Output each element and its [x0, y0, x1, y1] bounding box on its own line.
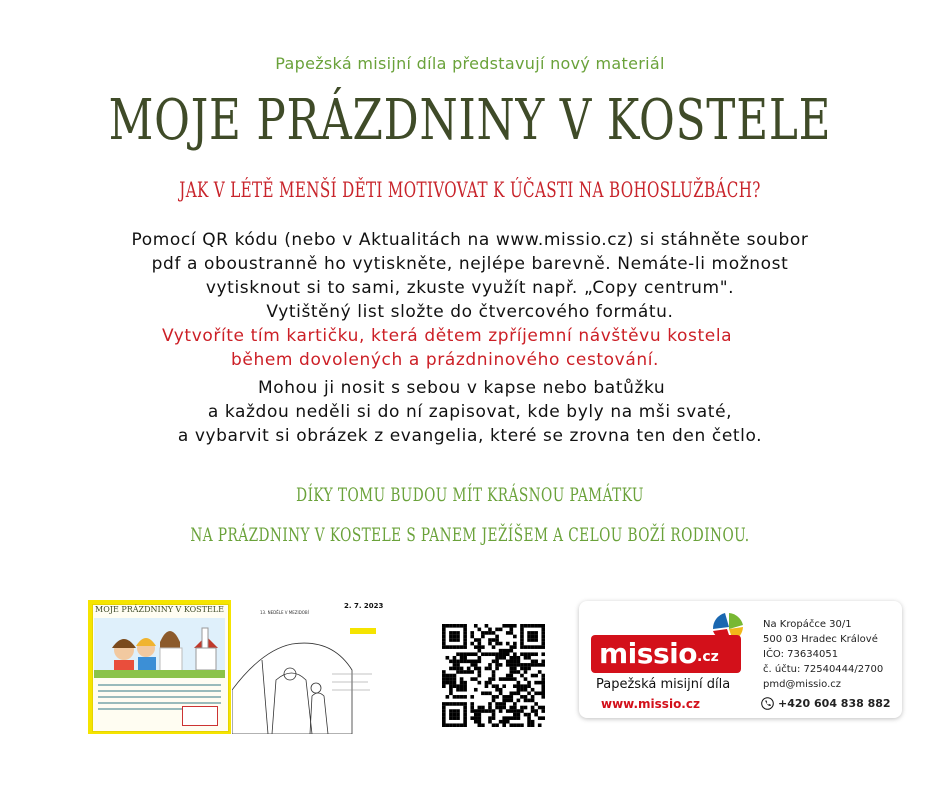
closing-line-2: NA PRÁZDNINY V KOSTELE S PANEM JEŽÍŠEM A CELOU BOŽÍ RODINOU.: [190, 524, 750, 546]
logo-suffix: .cz: [697, 649, 719, 665]
leaflet-front-image: [88, 600, 231, 734]
ico-number: IČO: 73634051: [763, 649, 839, 660]
missio-logo: [591, 635, 741, 673]
body-line-4: Vytištěný list složte do čtvercového formátu.: [266, 302, 674, 322]
body-line-3: vytisknout si to sami, zkuste využít např. „Copy centrum".: [205, 278, 735, 298]
leaflet-title: MOJE PRÁZDNINY V KOSTELE: [95, 605, 224, 614]
body-red-line-2: během dovolených a prázdninového cestování.: [231, 350, 660, 370]
qr-code[interactable]: [442, 624, 545, 727]
body-line-7: a vybarvit si obrázek z evangelia, které se zrovna ten den četlo.: [177, 426, 763, 446]
bank-account: č. účtu: 72540444/2700: [763, 664, 884, 675]
leaflet-date-note: 13. NEDĚLE V MEZIDOBÍ: [260, 610, 309, 615]
body-line-2: pdf a oboustranně ho vytiskněte, nejlépe barevně. Nemáte-li možnost: [151, 254, 789, 274]
phone-icon: [761, 697, 774, 710]
coloring-illustration: [232, 630, 382, 734]
logo-text: missio: [599, 637, 697, 670]
page-title: MOJE PRÁZDNINY V KOSTELE: [108, 88, 832, 153]
body-line-1: Pomocí QR kódu (nebo v Aktualitách na www.missio.cz) si stáhněte soubor: [131, 230, 809, 250]
org-name: Papežská misijní díla: [596, 677, 731, 692]
email-link[interactable]: pmd@missio.cz: [763, 679, 842, 690]
body-line-6: a každou neděli si do ní zapisovat, kde byly na mši svaté,: [207, 402, 733, 422]
address-line-1: Na Kropáčce 30/1: [763, 619, 852, 630]
body-red-line-1: Vytvoříte tím kartičku, která dětem zpříjemní návštěvu kostela: [162, 326, 733, 346]
contact-card: [579, 601, 902, 718]
website-link[interactable]: www.missio.cz: [601, 697, 700, 711]
leaflet-date: 2. 7. 2023: [344, 602, 384, 610]
question-heading: JAK V LÉTĚ MENŠÍ DĚTI MOTIVOVAT K ÚČASTI NA BOHOSLUŽBÁCH?: [179, 178, 761, 202]
leaflet-illustration: [94, 618, 225, 678]
subtitle: Papežská misijní díla představují nový materiál: [275, 54, 665, 73]
closing-line-1: DÍKY TOMU BUDOU MÍT KRÁSNOU PAMÁTKU: [296, 484, 644, 506]
phone-number[interactable]: +420 604 838 882: [778, 697, 891, 710]
leaflet-coloring-page-image: [232, 600, 382, 734]
address-line-2: 500 03 Hradec Králové: [763, 634, 878, 645]
body-line-5: Mohou ji nosit s sebou v kapse nebo batůžku: [258, 378, 666, 398]
